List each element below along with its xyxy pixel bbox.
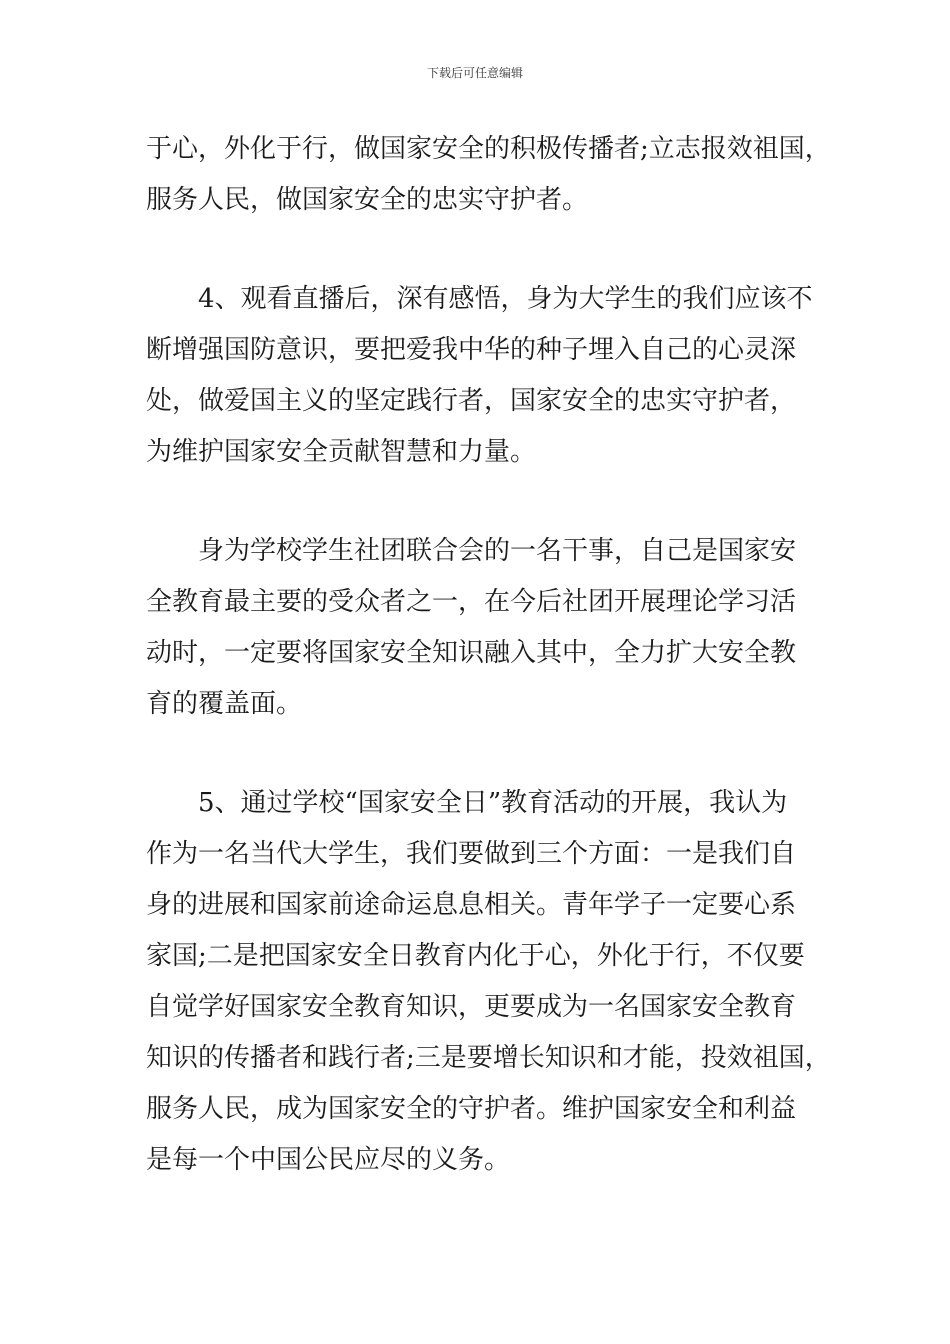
paragraph-line: 动时，一定要将国家安全知识融入其中，全力扩大安全教 <box>146 638 797 668</box>
paragraph-line: 断增强国防意识，要把爱我中华的种子埋入自己的心灵深 <box>146 335 797 365</box>
paragraph-line: 为维护国家安全贡献智慧和力量。 <box>146 437 537 467</box>
paragraph-line: 是每一个中国公民应尽的义务。 <box>146 1145 511 1175</box>
paragraph-line: 知识的传播者和践行者;三是要增长知识和才能，投效祖国， <box>146 1043 831 1073</box>
paragraph-line: 身为学校学生社团联合会的一名干事，自己是国家安 <box>198 536 797 566</box>
paragraph-line: 服务人民，做国家安全的忠实守护者。 <box>146 185 589 215</box>
document-body <box>146 124 831 1186</box>
paragraph-line: 于心，外化于行，做国家安全的积极传播者;立志报效祖国， <box>146 134 831 164</box>
paragraph-line: 全教育最主要的受众者之一，在今后社团开展理论学习活 <box>146 587 797 617</box>
paragraph-line: 育的覆盖面。 <box>146 689 303 719</box>
paragraph-4 <box>146 778 831 1186</box>
paragraph-line: 作为一名当代大学生，我们要做到三个方面：一是我们自 <box>146 839 797 869</box>
paragraph-line: 服务人民，成为国家安全的守护者。维护国家安全和利益 <box>146 1094 797 1124</box>
paragraph-line: 4、观看直播后，深有感悟，身为大学生的我们应该不 <box>198 284 813 314</box>
paragraph-line: 身的进展和国家前途命运息息相关。青年学子一定要心系 <box>146 890 797 920</box>
paragraph-line: 自觉学好国家安全教育知识，更要成为一名国家安全教育 <box>146 992 797 1022</box>
paragraph-line: 家国;二是把国家安全日教育内化于心，外化于行，不仅要 <box>146 941 805 971</box>
paragraph-2 <box>146 274 813 478</box>
paragraph-line: 5、通过学校“国家安全日”教育活动的开展，我认为 <box>198 788 788 818</box>
paragraph-line: 处，做爱国主义的坚定践行者，国家安全的忠实守护者， <box>146 386 797 416</box>
paragraph-1 <box>146 124 831 226</box>
paragraph-3 <box>146 526 806 730</box>
page-header: 下载后可任意编辑 <box>426 66 523 80</box>
